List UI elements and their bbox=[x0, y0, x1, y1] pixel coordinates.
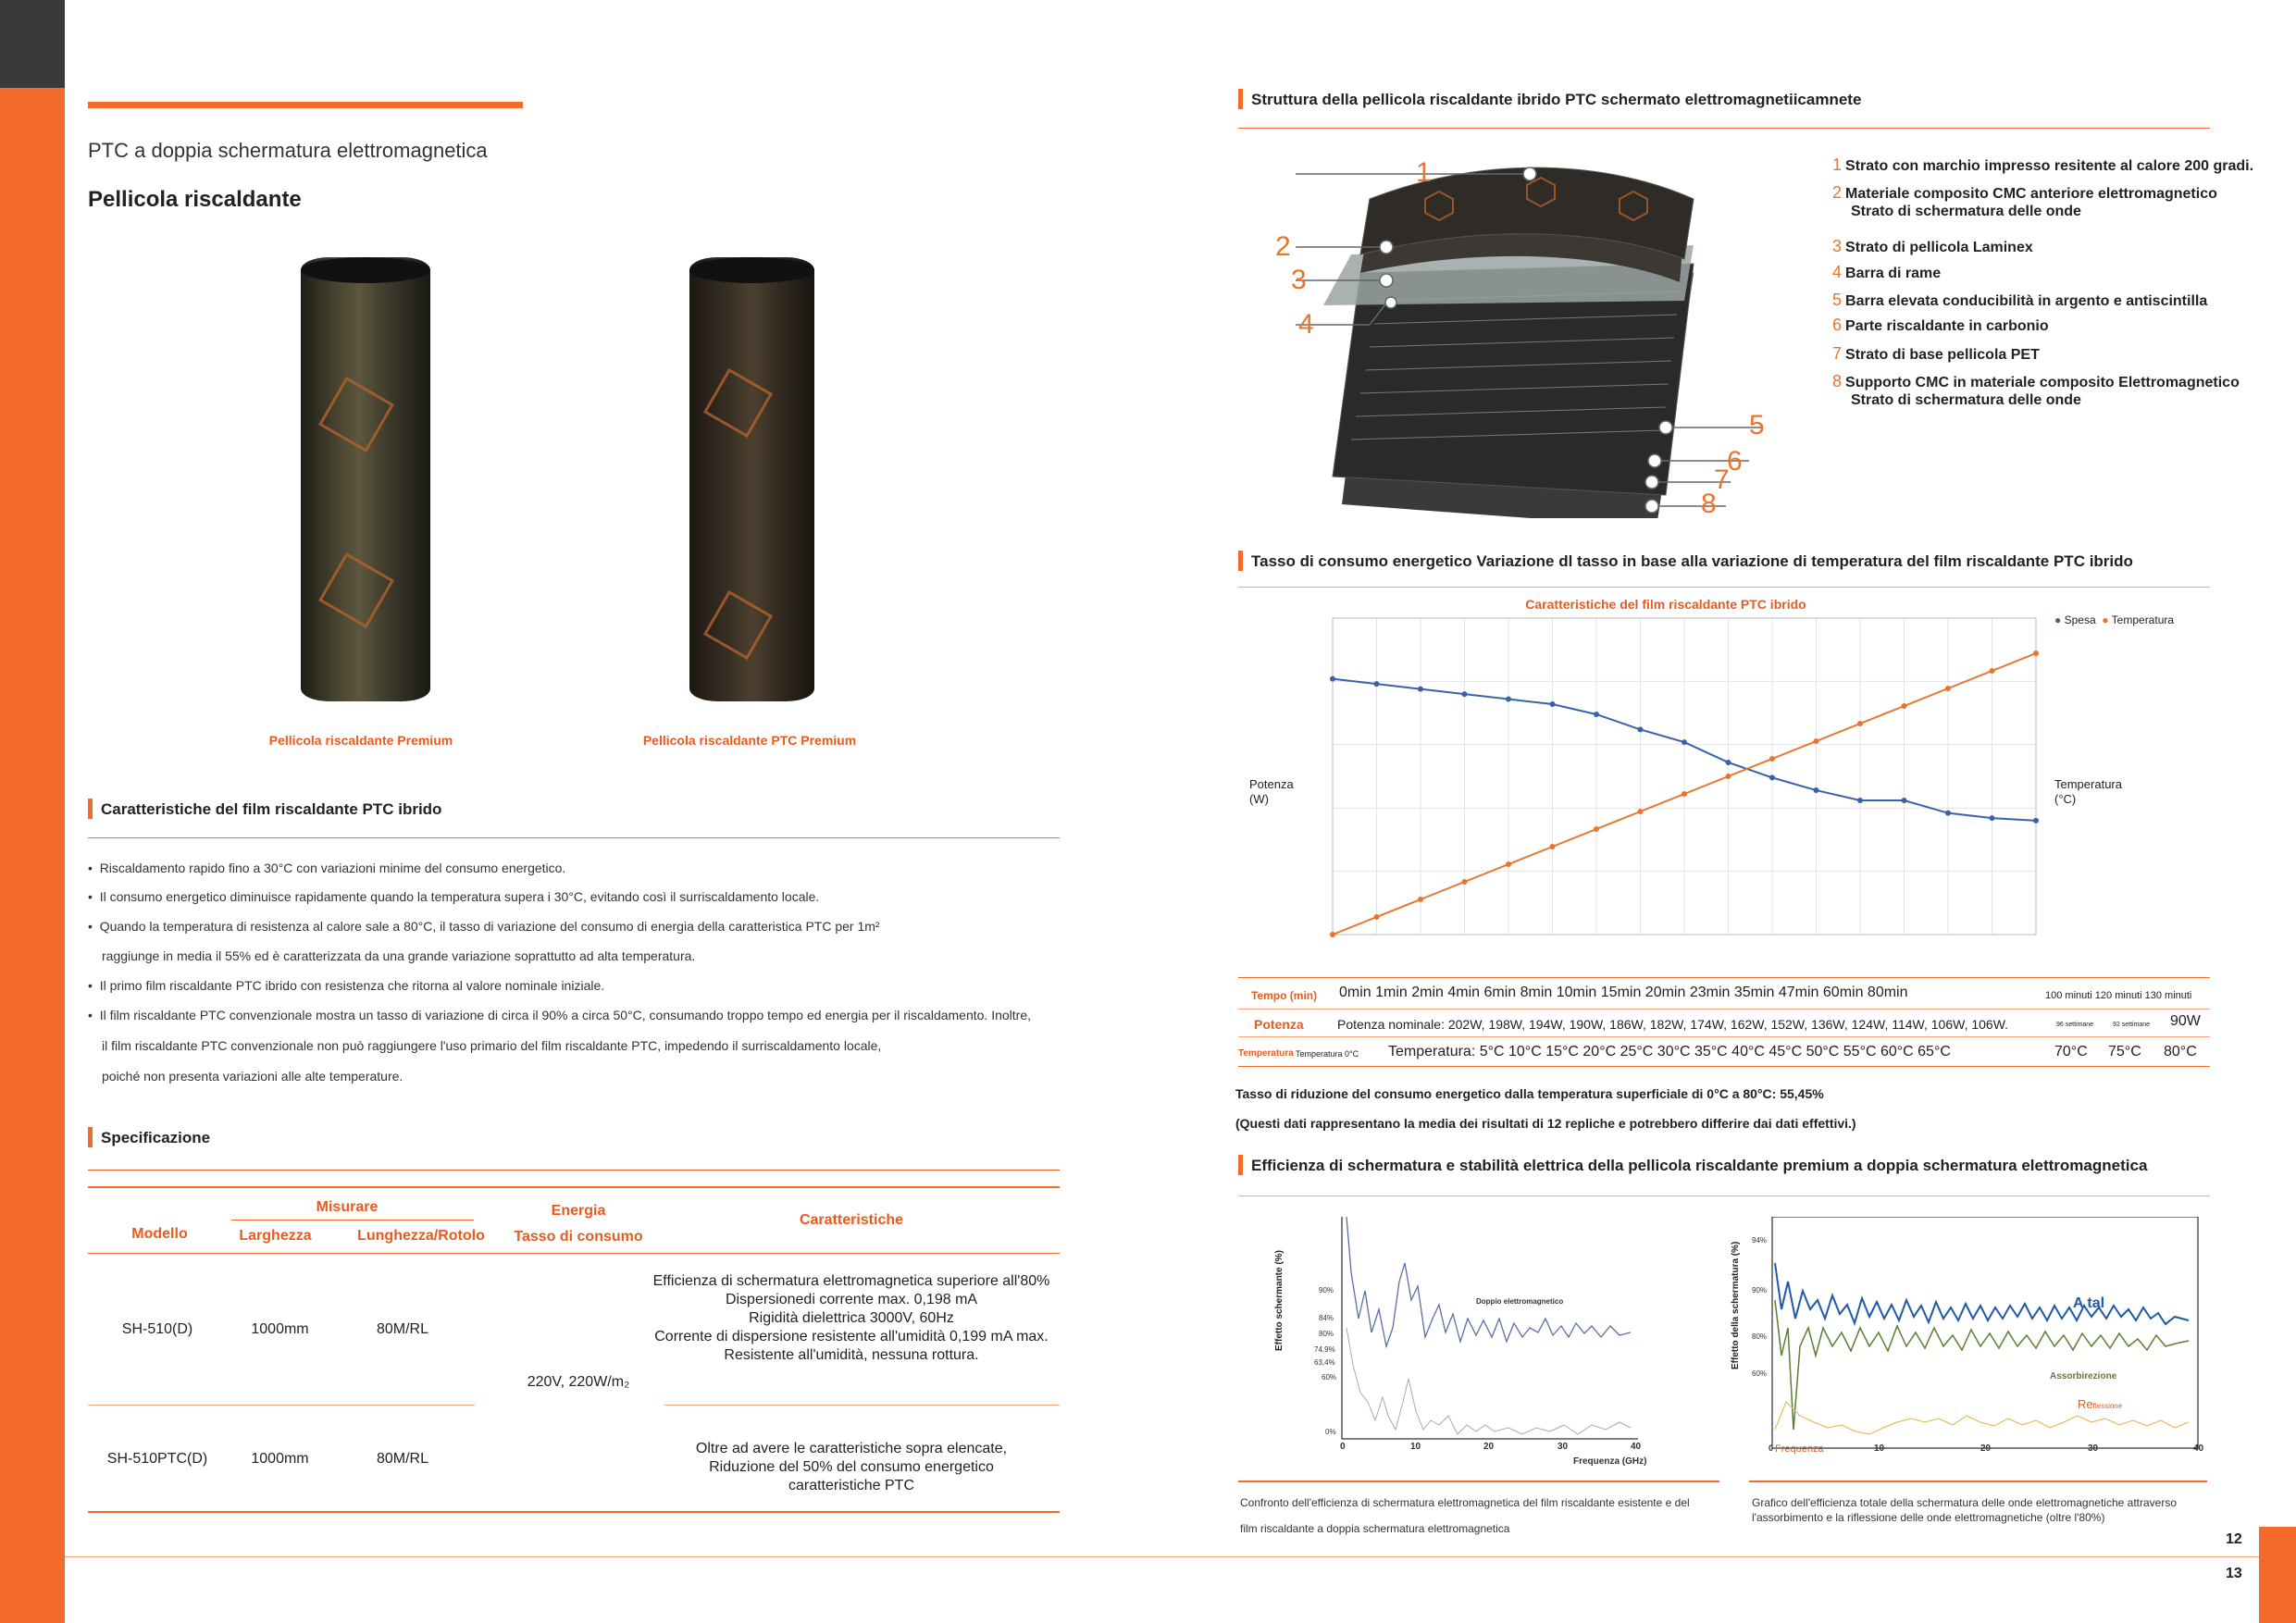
row-power-extra: 90W bbox=[2170, 1013, 2201, 1029]
c2-ytick: 60% bbox=[1752, 1369, 1768, 1378]
caption-premium: Pellicola riscaldante Premium bbox=[268, 733, 453, 748]
left-dark-block bbox=[0, 0, 65, 88]
row-temp-extra-2: 75°C bbox=[2108, 1044, 2141, 1059]
spec-energy-shared: 220V, 220W/m₂ bbox=[527, 1374, 630, 1390]
data-point-power bbox=[1594, 712, 1599, 717]
c2-xtick: 10 bbox=[1874, 1443, 1885, 1454]
row-time-values: 0min 1min 2min 4min 6min 8min 10min 15min 20min 23min 35min 47min 60min 80min bbox=[1339, 985, 1908, 1000]
spec-row-features: Efficienza di schermatura elettromagnetica superiore all'80% Dispersionedi corrente max. 0,198 mA Rigidità dielettrica 3000V, 60Hz Corrente di dispersione resistente all'umidità 0,199 mA max. Resistente all'umidità, nessuna rottura. bbox=[652, 1273, 1050, 1363]
shield-heading: Efficienza di schermatura e stabilità elettrica della pellicola riscaldante premium a doppia schermatura elettromagnetica bbox=[1238, 1157, 2147, 1175]
data-point-temperature bbox=[1374, 914, 1380, 920]
data-point-power bbox=[1902, 798, 1907, 803]
data-point-power bbox=[1857, 798, 1863, 803]
page-number-left: 12 bbox=[2226, 1531, 2242, 1547]
data-point-power bbox=[1726, 760, 1731, 765]
chart-y-left-label: Potenza (W) bbox=[1249, 777, 1294, 806]
data-point-power bbox=[1682, 739, 1687, 745]
spec-rule-bottom bbox=[88, 1511, 1060, 1513]
spec-row-length: 80M/RL bbox=[376, 1451, 429, 1467]
layer-legend-item-cont: Strato di schermatura delle onde bbox=[1851, 204, 2081, 219]
layer-legend-item: 2 Materiale composito CMC anteriore elettromagnetico bbox=[1832, 183, 2217, 202]
chart-legend bbox=[2054, 613, 2174, 626]
spec-row-length: 80M/RL bbox=[376, 1321, 429, 1337]
spec-h-energy-1: Energia bbox=[551, 1203, 606, 1219]
data-point-temperature bbox=[1814, 738, 1819, 744]
c2-caption-2: l'assorbimento e la riflessione delle onde elettromagnetiche (oltre l'80%) bbox=[1752, 1511, 2105, 1524]
c2-xtick: 20 bbox=[1980, 1443, 1992, 1454]
data-point-temperature bbox=[1990, 668, 1995, 674]
c2-ylabel: Effetto della schermatura (%) bbox=[1731, 1241, 1741, 1369]
data-point-power bbox=[1550, 701, 1556, 707]
feature-item-cont: raggiunge in media il 55% ed è caratterizzata da una grande variazione soprattutto ad alta temperatura. bbox=[102, 948, 696, 963]
data-point-power bbox=[1506, 697, 1511, 702]
spec-rule-top bbox=[88, 1170, 1060, 1171]
legend-temp: Temperatura bbox=[2111, 613, 2175, 626]
structure-rule bbox=[1238, 128, 2210, 129]
data-point-power bbox=[1418, 687, 1423, 692]
row-power-small-2: 92 settimane bbox=[2113, 1022, 2151, 1028]
data-point-temperature bbox=[1945, 686, 1951, 691]
c1-xlabel: Frequenza (GHz) bbox=[1573, 1456, 1647, 1467]
layer-legend-item: 1 Strato con marchio impresso resitente al calore 200 gradi. bbox=[1832, 155, 2254, 174]
c1-label-top: Doppio elettromagnetico bbox=[1476, 1297, 1564, 1306]
data-point-temperature bbox=[1638, 809, 1644, 814]
c2-label-total: A tal bbox=[2073, 1295, 2105, 1311]
c1-ytick: 74,9% bbox=[1314, 1345, 1335, 1354]
shield-chart-1 bbox=[1296, 1217, 1647, 1457]
data-point-power bbox=[1638, 726, 1644, 732]
data-table-rule-2 bbox=[1238, 1036, 2210, 1037]
legend-temp-marker: ● bbox=[2102, 613, 2109, 626]
c1-caption-1: Confronto dell'efficienza di schermatura elettromagnetica del film riscaldante esistente e del bbox=[1240, 1496, 1690, 1509]
data-point-temperature bbox=[1682, 791, 1687, 797]
data-point-temperature bbox=[1726, 774, 1731, 779]
c2-caption-1: Grafico dell'efficienza totale della schermatura delle onde elettromagnetiche attraverso bbox=[1752, 1496, 2177, 1509]
legend-power-marker: ● bbox=[2054, 613, 2062, 626]
row-temp-extra-3: 80°C bbox=[2164, 1044, 2197, 1059]
page-number-right: 13 bbox=[2226, 1566, 2242, 1581]
data-point-temperature bbox=[1330, 932, 1335, 937]
product-roll-premium bbox=[301, 257, 430, 701]
spec-row-model: SH-510(D) bbox=[121, 1321, 193, 1337]
c1-ylabel: Effetto schermante (%) bbox=[1274, 1250, 1285, 1351]
data-point-temperature bbox=[1857, 721, 1863, 726]
spec-header-rule bbox=[88, 1253, 1060, 1254]
c2-ytick: 0 bbox=[1769, 1443, 1774, 1453]
c2-ytick: 94% bbox=[1752, 1236, 1768, 1245]
data-point-power bbox=[1769, 774, 1775, 780]
spec-h-width: Larghezza bbox=[239, 1228, 312, 1244]
features-heading: Caratteristiche del film riscaldante PTC ibrido bbox=[88, 800, 441, 819]
c1-xtick: 40 bbox=[1631, 1442, 1642, 1452]
shield-chart-2 bbox=[1768, 1217, 2203, 1457]
c2-xtick: 40 bbox=[2193, 1443, 2204, 1454]
right-accent-strip bbox=[2259, 1527, 2296, 1623]
spec-mid-rule-left bbox=[88, 1405, 475, 1406]
title-rule bbox=[88, 102, 523, 108]
data-point-power bbox=[1990, 815, 1995, 821]
spec-row-width: 1000mm bbox=[251, 1451, 309, 1467]
layer-legend-item: 3 Strato di pellicola Laminex bbox=[1832, 237, 2033, 255]
data-point-temperature bbox=[1418, 897, 1423, 902]
data-point-power bbox=[1462, 691, 1468, 697]
data-point-temperature bbox=[1506, 861, 1511, 867]
spec-mid-rule-right bbox=[664, 1405, 1060, 1406]
data-point-power bbox=[1374, 681, 1380, 687]
c1-ytick: 90% bbox=[1319, 1286, 1334, 1295]
c2-label-absorption: Assorbirezione bbox=[2050, 1371, 2117, 1381]
c1-ytick: 63,4% bbox=[1314, 1358, 1335, 1367]
layer-legend-item: 6 Parte riscaldante in carbonio bbox=[1832, 316, 2049, 334]
product-roll-ptc-premium bbox=[689, 257, 814, 701]
data-table-bottom bbox=[1238, 1066, 2210, 1067]
spec-h-model: Modello bbox=[131, 1226, 188, 1242]
data-point-power bbox=[2033, 818, 2039, 824]
chart-title: Caratteristiche del film riscaldante PTC ibrido bbox=[1525, 597, 1806, 612]
c1-xtick: 0 bbox=[1340, 1442, 1346, 1452]
callout-3: 3 bbox=[1291, 265, 1307, 295]
feature-item: • Il film riscaldante PTC convenzionale mostra un tasso di variazione di circa il 90% a circa 50°C, consumando troppo tempo ed energia per il riscaldamento. Inoltre, bbox=[88, 1008, 1031, 1022]
spec-h-measure: Misurare bbox=[316, 1199, 379, 1215]
row-temp-small: Temperatura 0°C bbox=[1296, 1049, 1359, 1059]
features-rule bbox=[88, 837, 1060, 838]
spec-h-length: Lunghezza/Rotolo bbox=[357, 1228, 485, 1244]
callout-4: 4 bbox=[1298, 309, 1314, 340]
c2-xtick: 30 bbox=[2088, 1443, 2099, 1454]
c2-label-reflection: Reflessione bbox=[2078, 1397, 2123, 1411]
data-point-power bbox=[1814, 787, 1819, 793]
page-subtitle: PTC a doppia schermatura elettromagnetica bbox=[88, 139, 488, 162]
left-accent-strip bbox=[0, 0, 65, 1623]
structure-heading: Struttura della pellicola riscaldante ibrido PTC schermato elettromagnetiicamnete bbox=[1238, 91, 1861, 109]
layer-legend-item: 4 Barra di rame bbox=[1832, 263, 1942, 281]
callout-8: 8 bbox=[1701, 489, 1717, 519]
c2-caption-rule bbox=[1749, 1481, 2207, 1482]
data-point-temperature bbox=[2033, 650, 2039, 656]
feature-item: • Riscaldamento rapido fino a 30°C con variazioni minime del consumo energetico. bbox=[88, 861, 566, 875]
spec-row-width: 1000mm bbox=[251, 1321, 309, 1337]
layer-legend-item: 5 Barra elevata conducibilità in argento e antiscintilla bbox=[1832, 291, 2208, 309]
c1-ytick: 84% bbox=[1319, 1314, 1334, 1322]
c1-ytick: 80% bbox=[1319, 1330, 1334, 1338]
data-point-power bbox=[1945, 811, 1951, 816]
chart-y-right-label: Temperatura (°C) bbox=[2054, 777, 2122, 806]
feature-item-cont: il film riscaldante PTC convenzionale non può raggiungere l'uso primario del film riscaldante PTC, impedendo il surriscaldamento locale, bbox=[102, 1038, 882, 1053]
c2-ytick: 90% bbox=[1752, 1286, 1768, 1295]
legend-power: Spesa bbox=[2064, 613, 2096, 626]
c2-ytick: 80% bbox=[1752, 1332, 1768, 1341]
row-time-label: Tempo (min) bbox=[1251, 989, 1318, 1002]
c1-xtick: 10 bbox=[1410, 1442, 1421, 1452]
layer-legend-item-cont: Strato di schermatura delle onde bbox=[1851, 392, 2081, 408]
page-title: Pellicola riscaldante bbox=[88, 187, 302, 212]
disclaimer-note: (Questi dati rappresentano la media dei risultati di 12 repliche e potrebbero differire dai dati effettivi.) bbox=[1235, 1116, 1856, 1131]
data-table-rule-1 bbox=[1238, 1009, 2210, 1010]
row-power-small-1: 96 settimane bbox=[2056, 1022, 2094, 1028]
spec-row-features: Oltre ad avere le caratteristiche sopra elencate, Riduzione del 50% del consumo energetico caratteristiche PTC bbox=[695, 1441, 1008, 1493]
data-table-top bbox=[1238, 977, 2210, 978]
footer-rule bbox=[65, 1556, 2259, 1557]
feature-item: • Il consumo energetico diminuisce rapidamente quando la temperatura supera i 30°C, evitando così il surriscaldamento locale. bbox=[88, 889, 820, 904]
data-point-power bbox=[1330, 676, 1335, 682]
callout-2: 2 bbox=[1275, 231, 1291, 262]
data-point-temperature bbox=[1462, 879, 1468, 885]
feature-item: • Quando la temperatura di resistenza al calore sale a 80°C, il tasso di variazione del consumo di energia della caratteristica PTC per 1m² bbox=[88, 919, 880, 934]
c1-ytick: 60% bbox=[1322, 1373, 1337, 1381]
spec-rule-2 bbox=[88, 1186, 1060, 1188]
spec-h-energy-2: Tasso di consumo bbox=[514, 1229, 643, 1245]
data-point-temperature bbox=[1769, 756, 1775, 762]
film-layer-diagram bbox=[1259, 143, 1851, 518]
feature-item: • Il primo film riscaldante PTC ibrido con resistenza che ritorna al valore nominale iniziale. bbox=[88, 978, 605, 993]
data-point-temperature bbox=[1594, 826, 1599, 832]
row-power-label: Potenza bbox=[1254, 1017, 1304, 1032]
callout-5: 5 bbox=[1749, 410, 1765, 440]
callout-1: 1 bbox=[1416, 157, 1432, 188]
spec-row-model: SH-510PTC(D) bbox=[106, 1451, 208, 1467]
c2-x0-label: Frequenza bbox=[1775, 1443, 1824, 1455]
c1-ytick: 0% bbox=[1325, 1428, 1336, 1436]
spec-h-features: Caratteristiche bbox=[799, 1212, 904, 1228]
callout-6: 6 bbox=[1727, 446, 1743, 477]
row-time-extra: 100 minuti 120 minuti 130 minuti bbox=[2045, 990, 2192, 1001]
layer-legend-item: 8 Supporto CMC in materiale composito Elettromagnetico bbox=[1832, 372, 2240, 390]
row-temp-extra-1: 70°C bbox=[2054, 1044, 2088, 1059]
layer-legend-item: 7 Strato di base pellicola PET bbox=[1832, 344, 2040, 363]
data-point-temperature bbox=[1902, 703, 1907, 709]
rate-rule bbox=[1238, 587, 2210, 588]
rate-heading: Tasso di consumo energetico Variazione dl tasso in base alla variazione di temperatura del film riscaldante PTC ibrido bbox=[1238, 552, 2133, 571]
feature-item-cont: poiché non presenta variazioni alle alte temperature. bbox=[102, 1069, 403, 1084]
row-temp-label: Temperatura bbox=[1238, 1048, 1294, 1059]
c1-xtick: 20 bbox=[1483, 1442, 1495, 1452]
row-temp-values: Temperatura: 5°C 10°C 15°C 20°C 25°C 30°C 35°C 40°C 45°C 50°C 55°C 60°C 65°C bbox=[1388, 1044, 1951, 1059]
c1-caption-2: film riscaldante a doppia schermatura elettromagnetica bbox=[1240, 1522, 1510, 1535]
c1-xtick: 30 bbox=[1558, 1442, 1569, 1452]
data-point-temperature bbox=[1550, 844, 1556, 849]
row-power-values: Potenza nominale: 202W, 198W, 194W, 190W, 186W, 182W, 174W, 162W, 152W, 136W, 124W, 114W, 106W, 106W. bbox=[1337, 1017, 2009, 1032]
reduction-note: Tasso di riduzione del consumo energetico dalla temperatura superficiale di 0°C a 80°C: 55,45% bbox=[1235, 1086, 1824, 1101]
caption-ptc-premium: Pellicola riscaldante PTC Premium bbox=[642, 733, 857, 748]
spec-heading: Specificazione bbox=[88, 1129, 210, 1147]
callout-7: 7 bbox=[1714, 465, 1730, 495]
c1-caption-rule bbox=[1238, 1481, 1719, 1482]
ptc-chart bbox=[1323, 611, 2045, 962]
